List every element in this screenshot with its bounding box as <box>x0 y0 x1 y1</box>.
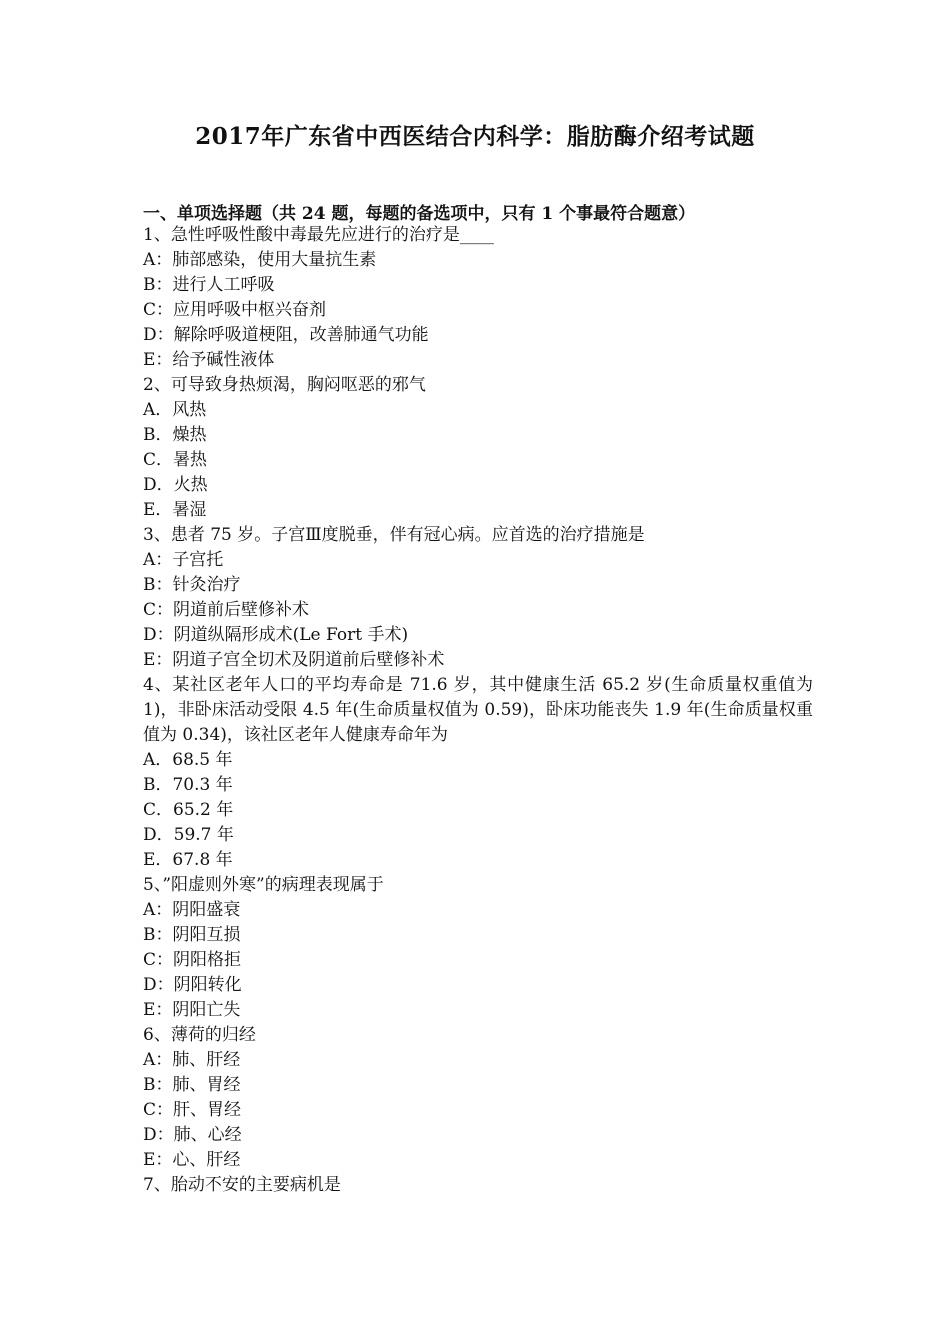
answer-option: A．68.5 年 <box>143 750 233 770</box>
answer-option: B：阴阳互损 <box>143 925 241 945</box>
answer-option: B：进行人工呼吸 <box>143 275 275 295</box>
answer-option: D：阴阳转化 <box>143 975 242 995</box>
answer-option: A：子宫托 <box>143 550 224 570</box>
answer-option: C．65.2 年 <box>143 800 234 820</box>
question-stem: 7、胎动不安的主要病机是 <box>143 1175 341 1195</box>
answer-option: D．59.7 年 <box>143 825 234 845</box>
answer-option: B．燥热 <box>143 425 207 445</box>
question-list <box>143 223 813 1198</box>
question-stem: 3、患者 75 岁。子宫Ⅲ度脱垂，伴有冠心病。应首选的治疗措施是 <box>143 525 645 545</box>
answer-option: C．暑热 <box>143 450 208 470</box>
answer-option: E：阴道子宫全切术及阴道前后壁修补术 <box>143 650 445 670</box>
question-stem: 1、急性呼吸性酸中毒最先应进行的治疗是____ <box>143 225 494 245</box>
answer-option: A：肺部感染，使用大量抗生素 <box>143 250 377 270</box>
answer-option: B：针灸治疗 <box>143 575 241 595</box>
answer-option: E：阴阳亡失 <box>143 1000 241 1020</box>
answer-option: D：阴道纵隔形成术(Le Fort 手术) <box>143 625 409 645</box>
answer-option: C：阴阳格拒 <box>143 950 242 970</box>
answer-option: D．火热 <box>143 475 208 495</box>
answer-option: E：心、肝经 <box>143 1150 241 1170</box>
answer-option: E．暑湿 <box>143 500 207 520</box>
question-stem: 2、可导致身热烦渴，胸闷呕恶的邪气 <box>143 375 426 395</box>
document-title: 2017年广东省中西医结合内科学：脂肪酶介绍考试题 <box>195 123 755 150</box>
question-stem: 6、薄荷的归经 <box>143 1025 256 1045</box>
answer-option: D：解除呼吸道梗阻，改善肺通气功能 <box>143 325 429 345</box>
question-stem: 5、”阳虚则外寒”的病理表现属于 <box>143 875 384 895</box>
answer-option: B：肺、胃经 <box>143 1075 241 1095</box>
answer-option: E．67.8 年 <box>143 850 233 870</box>
answer-option: A．风热 <box>143 400 207 420</box>
answer-option: C：阴道前后壁修补术 <box>143 600 310 620</box>
answer-option: C：应用呼吸中枢兴奋剂 <box>143 300 327 320</box>
answer-option: E：给予碱性液体 <box>143 350 275 370</box>
answer-option: B．70.3 年 <box>143 775 233 795</box>
answer-option: A：阴阳盛衰 <box>143 900 241 920</box>
answer-option: A：肺、肝经 <box>143 1050 241 1070</box>
answer-option: C：肝、胃经 <box>143 1100 242 1120</box>
question-stem: 4、某社区老年人口的平均寿命是 71.6 岁，其中健康生活 65.2 岁(生命质量权重值为 1)，非卧床活动受限 4.5 年(生命质量权值为 0.59)，卧床功能丧失 1.9 年(生命质量权重值为 0.34)，该社区老年人健康寿命年为 <box>143 675 813 745</box>
section-heading: 一、单项选择题（共 24 题，每题的备选项中，只有 1 个事最符合题意） <box>143 204 696 224</box>
answer-option: D：肺、心经 <box>143 1125 242 1145</box>
